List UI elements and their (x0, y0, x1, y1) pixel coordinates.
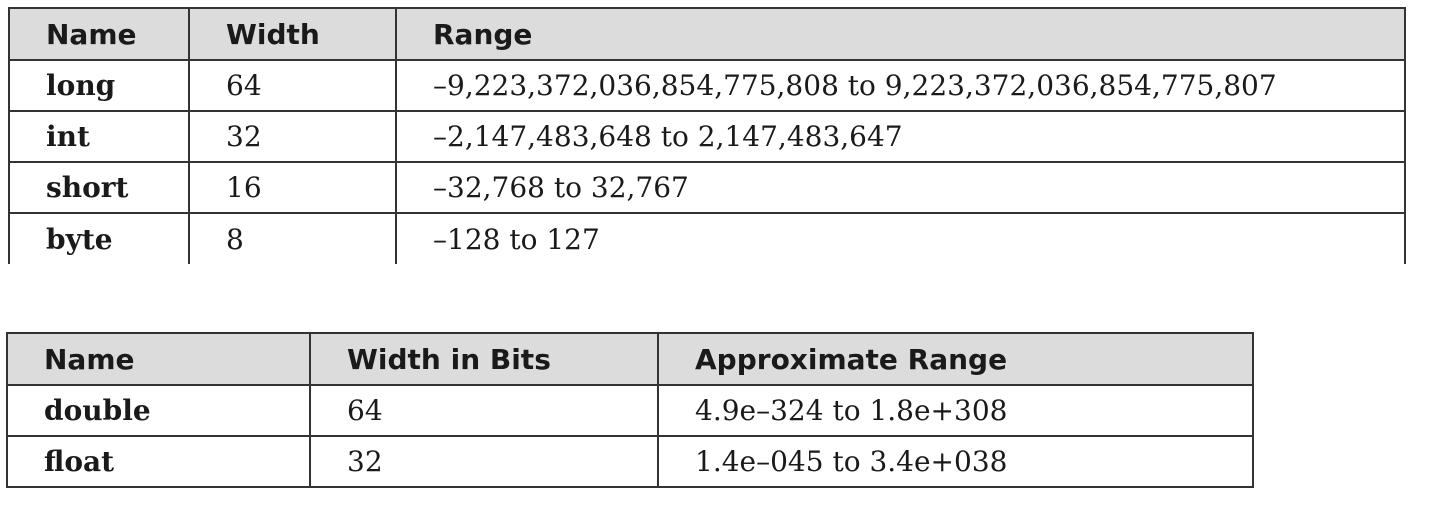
column-header-name: Name (9, 8, 189, 60)
floating-point-types-table (6, 332, 1254, 488)
column-header-name: Name (7, 333, 310, 385)
width-cell: 32 (310, 436, 658, 487)
range-cell: –9,223,372,036,854,775,808 to 9,223,372,036,854,775,807 (396, 60, 1405, 111)
range-cell: –128 to 127 (396, 213, 1405, 264)
table-row (9, 60, 1405, 111)
column-header-width: Width (189, 8, 396, 60)
table-row (7, 436, 1253, 487)
table-row (9, 111, 1405, 162)
width-cell: 8 (189, 213, 396, 264)
width-cell: 64 (189, 60, 396, 111)
type-name-cell: double (7, 385, 310, 436)
range-cell: –2,147,483,648 to 2,147,483,647 (396, 111, 1405, 162)
column-header-width-in-bits: Width in Bits (310, 333, 658, 385)
width-cell: 16 (189, 162, 396, 213)
table-row (9, 213, 1405, 264)
type-name-cell: short (9, 162, 189, 213)
table-row (9, 162, 1405, 213)
table-header-row (9, 8, 1405, 60)
column-header-approximate-range: Approximate Range (658, 333, 1253, 385)
width-cell: 32 (189, 111, 396, 162)
type-name-cell: int (9, 111, 189, 162)
type-name-cell: float (7, 436, 310, 487)
type-name-cell: long (9, 60, 189, 111)
range-cell: –32,768 to 32,767 (396, 162, 1405, 213)
column-header-range: Range (396, 8, 1405, 60)
type-name-cell: byte (46, 222, 113, 256)
range-cell: 1.4e–045 to 3.4e+038 (658, 436, 1253, 487)
range-cell: 4.9e–324 to 1.8e+308 (658, 385, 1253, 436)
table-row (7, 385, 1253, 436)
integer-types-table (8, 7, 1406, 264)
table-header-row (7, 333, 1253, 385)
width-cell: 64 (310, 385, 658, 436)
